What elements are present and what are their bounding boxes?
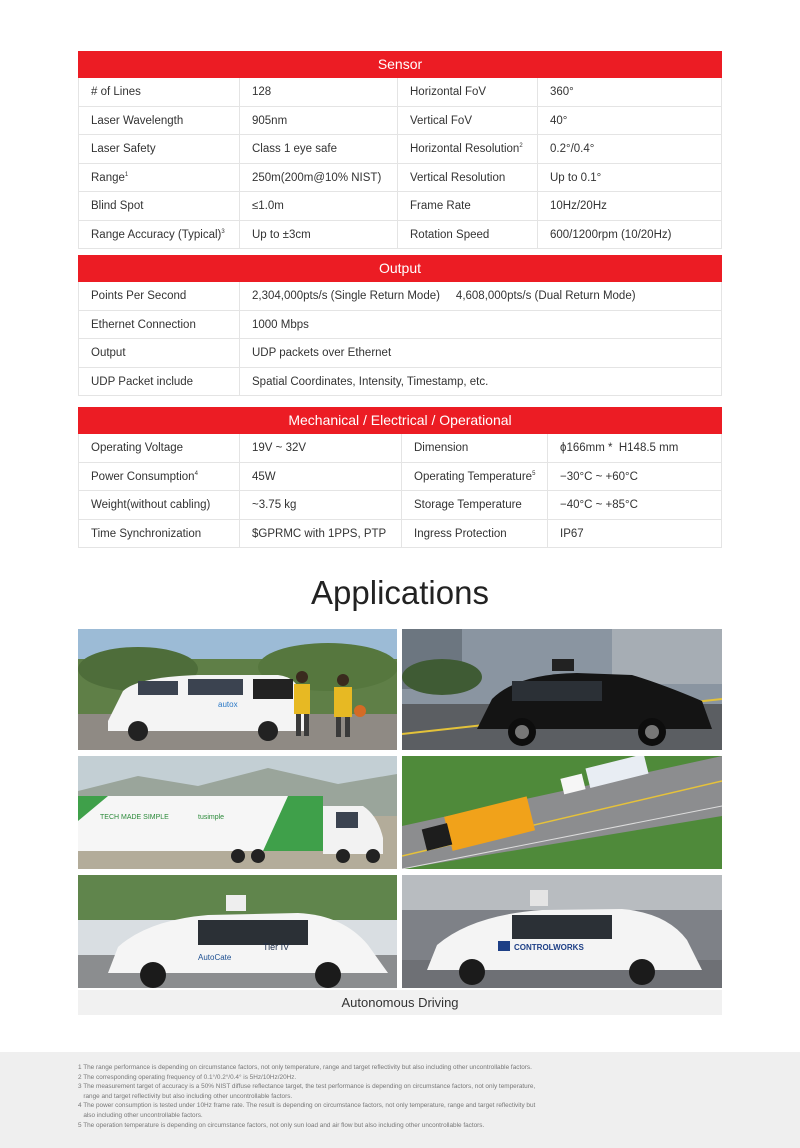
- output-spec-table: [78, 255, 722, 396]
- spec-label: [79, 164, 240, 192]
- footnote-ref: 1: [124, 171, 129, 178]
- spec-value: UDP packets over Ethernet: [252, 347, 392, 359]
- sensor-spec-table: [78, 51, 722, 249]
- spec-value: 40°: [550, 114, 568, 127]
- spec-label: Laser Safety: [79, 135, 240, 163]
- spec-label: Points Per Second: [79, 282, 240, 310]
- footnote-ref: 4: [194, 470, 198, 477]
- table-row: [78, 107, 722, 136]
- footnote-ref: 3: [221, 228, 225, 235]
- table-row: [78, 339, 722, 368]
- table-row: [78, 463, 722, 492]
- table-row: [78, 368, 722, 397]
- spec-label: UDP Packet include: [79, 368, 240, 396]
- applications-caption: Autonomous Driving: [78, 990, 722, 1015]
- spec-value: Class 1 eye safe: [240, 135, 398, 163]
- spec-value: 600/1200rpm (10/20Hz): [550, 228, 672, 241]
- car-brand-label-2: Tier IV: [263, 942, 290, 952]
- spec-value: 19V ~ 32V: [240, 434, 402, 462]
- spec-label-text: Power Consumption: [91, 470, 195, 483]
- spec-value: 360°: [550, 86, 574, 98]
- photo-autonomous-truck: [78, 756, 397, 869]
- spec-label-text: Range: [91, 171, 125, 184]
- applications-heading: Applications: [311, 574, 489, 611]
- spec-label: Ingress Protection: [402, 520, 548, 548]
- footnote-item: range and target reflectivity but also including other uncontrollable factors.: [78, 1092, 293, 1100]
- table-row: [78, 192, 722, 221]
- spec-label: [79, 463, 240, 491]
- spec-label: Laser Wavelength: [79, 107, 240, 135]
- table-row: [78, 78, 722, 107]
- truck-slogan-label: TECH MADE SIMPLE: [100, 814, 169, 821]
- spec-label: Horizontal FoV: [398, 78, 538, 106]
- spec-value: Up to 0.1°: [550, 171, 602, 184]
- spec-label: Vertical FoV: [398, 107, 538, 135]
- spec-label-text: Operating Temperature: [414, 470, 533, 483]
- spec-value: IP67: [560, 527, 584, 540]
- spec-value: 10Hz/20Hz: [550, 200, 607, 212]
- spec-value: −40°C ~ +85°C: [560, 499, 638, 511]
- photo-white-sedan-controlworks: [402, 875, 722, 988]
- table-row: [78, 520, 722, 549]
- sensor-table-title: Sensor: [78, 51, 722, 78]
- footnote-ref: 2: [519, 143, 523, 150]
- spec-value: Spatial Coordinates, Intensity, Timestamp, etc.: [252, 375, 489, 388]
- spec-label: [79, 221, 240, 249]
- spec-label-text: Range Accuracy (Typical): [91, 228, 222, 241]
- spec-value: 128: [240, 78, 398, 106]
- spec-label: Ethernet Connection: [79, 311, 240, 339]
- photo-highway-trucks: [402, 756, 722, 869]
- spec-label: Operating Voltage: [79, 434, 240, 462]
- table-row: [78, 135, 722, 164]
- photo-white-sedan-tier4: [78, 875, 397, 988]
- spec-value: 45W: [240, 463, 402, 491]
- car-brand-label-3: CONTROLWORKS: [514, 943, 584, 952]
- table-row: [78, 311, 722, 340]
- table-row: [78, 282, 722, 311]
- footnote-item: also including other uncontrollable factors.: [78, 1111, 203, 1119]
- output-table-title: Output: [78, 255, 722, 282]
- spec-label: Storage Temperature: [402, 491, 548, 519]
- footnote-item: 2 The corresponding operating frequency of 0.1°/0.2°/0.4° is 5Hz/10Hz/20Hz.: [78, 1073, 297, 1081]
- spec-value: Up to ±3cm: [240, 221, 398, 249]
- footnote-item: 1 The range performance is depending on circumstance factors, not only temperature, range and target reflectivity but also including other uncontrollable factors.: [78, 1064, 532, 1071]
- spec-value: 250m(200m@10% NIST): [240, 164, 398, 192]
- spec-label: Weight(without cabling): [79, 491, 240, 519]
- spec-label: Frame Rate: [398, 192, 538, 220]
- spec-value: 0.2°/0.4°: [550, 143, 595, 155]
- spec-value: ~3.75 kg: [240, 491, 402, 519]
- spec-value: −30°C ~ +60°C: [560, 470, 638, 483]
- spec-value: $GPRMC with 1PPS, PTP: [240, 520, 402, 548]
- spec-value: ≤1.0m: [240, 192, 398, 220]
- mechanical-spec-table: [78, 407, 722, 548]
- table-row: [78, 491, 722, 520]
- truck-brand-label: tusimple: [198, 814, 225, 821]
- table-row: [78, 164, 722, 193]
- van-brand-label: autox: [218, 700, 238, 709]
- photo-robotaxi-van: [78, 629, 397, 750]
- photo-black-sedan: [402, 629, 722, 750]
- footnote-item: 4 The power consumption is tested under 10Hz frame rate. The result is depending on circumstance factors, not only temperature, range and target reflectivity but: [78, 1102, 536, 1110]
- spec-label: Vertical Resolution: [398, 164, 538, 192]
- spec-value: 2,304,000pts/s (Single Return Mode) 4,608,000pts/s (Dual Return Mode): [252, 290, 636, 302]
- spec-label: [398, 135, 538, 163]
- footnote-item: 3 The measurement target of accuracy is a 50% NIST diffuse reflectance target, the test performance is depending on circumstance factors, not only temperature,: [78, 1083, 536, 1091]
- spec-value: ϕ166mm * H148.5 mm: [560, 442, 679, 454]
- spec-value: 1000 Mbps: [252, 318, 309, 331]
- spec-label: # of Lines: [79, 78, 240, 106]
- spec-label: Rotation Speed: [398, 221, 538, 249]
- spec-label: Blind Spot: [79, 192, 240, 220]
- table-row: [78, 434, 722, 463]
- spec-label: [402, 463, 548, 491]
- spec-value: 905nm: [240, 107, 398, 135]
- table-row: [78, 221, 722, 250]
- spec-label: Dimension: [402, 434, 548, 462]
- spec-label: Output: [79, 339, 240, 367]
- footnote-item: 5 The operation temperature is depending on circumstance factors, not only sun load and air flow but also including other uncontrollable factors.: [78, 1121, 485, 1129]
- car-brand-label-1: AutoCate: [198, 953, 232, 962]
- footnote-ref: 5: [532, 470, 536, 477]
- spec-label: Time Synchronization: [79, 520, 240, 548]
- spec-label-text: Horizontal Resolution: [410, 143, 520, 155]
- mechanical-table-title: Mechanical / Electrical / Operational: [78, 407, 722, 434]
- footnotes-section: [0, 1052, 800, 1148]
